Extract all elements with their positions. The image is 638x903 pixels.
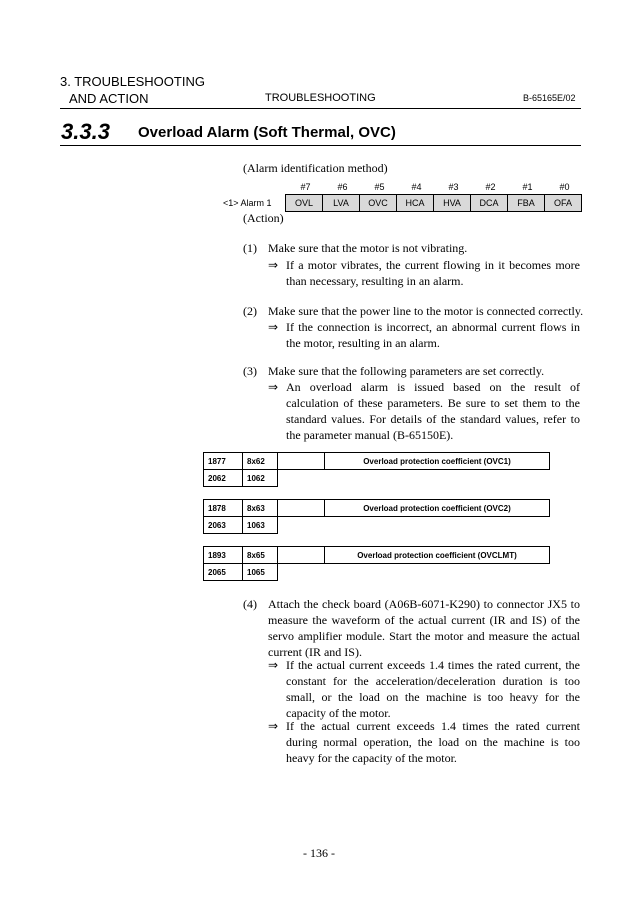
item-subtext: If the connection is incorrect, an abnormal current flows in the motor, resulting in an alarm. bbox=[286, 320, 580, 350]
arrow-icon: ⇒ bbox=[268, 380, 279, 394]
bit-header-row bbox=[287, 182, 583, 192]
param-number: 8x63 bbox=[243, 500, 278, 517]
param-number: 1893 bbox=[204, 547, 243, 564]
bit-header: #1 bbox=[522, 182, 533, 192]
param-description: Overload protection coefficient (OVC1) bbox=[325, 453, 550, 470]
param-number: 8x62 bbox=[243, 453, 278, 470]
param-table-ovclmt bbox=[203, 546, 550, 581]
bit-header: #4 bbox=[411, 182, 422, 192]
alarm-id-label: (Alarm identification method) bbox=[243, 161, 388, 175]
param-number: 8x65 bbox=[243, 547, 278, 564]
alarm-bit-cell: HVA bbox=[434, 195, 471, 212]
item-number: (1) bbox=[243, 241, 257, 255]
section-title: Overload Alarm (Soft Thermal, OVC) bbox=[138, 124, 396, 141]
arrow-icon: ⇒ bbox=[268, 258, 279, 272]
param-table-ovc1 bbox=[203, 452, 550, 487]
param-number: 2062 bbox=[204, 470, 243, 487]
page-number: - 136 - bbox=[303, 846, 335, 860]
param-number: 1062 bbox=[243, 470, 278, 487]
header-chapter-sub: AND ACTION bbox=[69, 91, 149, 106]
bit-header: #7 bbox=[300, 182, 311, 192]
alarm-bit-cell: FBA bbox=[508, 195, 545, 212]
header-section: TROUBLESHOOTING bbox=[265, 92, 376, 104]
item-number: (4) bbox=[243, 597, 257, 611]
item-subtext: If the actual current exceeds 1.4 times the rated current during normal operation, the load on the machine is too heavy for the capacity of the motor. bbox=[286, 719, 580, 765]
arrow-icon: ⇒ bbox=[268, 658, 279, 672]
header-rule bbox=[60, 108, 581, 109]
param-number: 1877 bbox=[204, 453, 243, 470]
section-rule bbox=[60, 145, 581, 146]
header-doc-number: B-65165E/02 bbox=[523, 93, 576, 103]
item-subtext: If a motor vibrates, the current flowing in it becomes more than necessary, resulting in an alarm. bbox=[286, 258, 580, 288]
alarm-row-label: <1> Alarm 1 bbox=[223, 198, 272, 208]
alarm-bit-cell: LVA bbox=[323, 195, 360, 212]
alarm-bit-cell: OFA bbox=[545, 195, 582, 212]
bit-header: #0 bbox=[559, 182, 570, 192]
arrow-icon: ⇒ bbox=[268, 719, 279, 733]
alarm-bit-cell: HCA bbox=[397, 195, 434, 212]
item-text: Make sure that the power line to the motor is connected correctly. bbox=[268, 304, 584, 318]
param-description: Overload protection coefficient (OVC2) bbox=[325, 500, 550, 517]
item-subtext: An overload alarm is issued based on the result of calculation of these parameters. Be sure to set them to the standard values. For details of the standard values, refer to the parameter manual (B-65150E). bbox=[286, 380, 580, 442]
param-table-ovc2 bbox=[203, 499, 550, 534]
param-number: 1063 bbox=[243, 517, 278, 534]
param-number: 2065 bbox=[204, 564, 243, 581]
bit-header: #6 bbox=[337, 182, 348, 192]
item-subtext: If the actual current exceeds 1.4 times the rated current, the constant for the acceleration/deceleration duration is too small, or the load on the machine is too heavy for the capacity of the motor. bbox=[286, 658, 580, 720]
item-text: Make sure that the motor is not vibrating. bbox=[268, 241, 468, 255]
param-description: Overload protection coefficient (OVCLMT) bbox=[325, 547, 550, 564]
item-text: Make sure that the following parameters are set correctly. bbox=[268, 364, 545, 378]
action-label: (Action) bbox=[243, 211, 284, 225]
item-number: (2) bbox=[243, 304, 257, 318]
item-text: Attach the check board (A06B-6071-K290) to connector JX5 to measure the waveform of the actual current (IR and IS) of the servo amplifier module. Start the motor and measure the actual current (IR and IS). bbox=[268, 597, 580, 659]
param-number: 2063 bbox=[204, 517, 243, 534]
bit-header: #5 bbox=[374, 182, 385, 192]
param-number: 1878 bbox=[204, 500, 243, 517]
bit-header: #2 bbox=[485, 182, 496, 192]
item-number: (3) bbox=[243, 364, 257, 378]
param-spacer bbox=[278, 547, 325, 564]
alarm-bit-cell: DCA bbox=[471, 195, 508, 212]
arrow-icon: ⇒ bbox=[268, 320, 279, 334]
param-spacer bbox=[278, 500, 325, 517]
alarm-bit-cell: OVL bbox=[286, 195, 323, 212]
section-number: 3.3.3 bbox=[61, 119, 110, 144]
bit-header: #3 bbox=[448, 182, 459, 192]
alarm-bit-cell: OVC bbox=[360, 195, 397, 212]
param-number: 1065 bbox=[243, 564, 278, 581]
header-chapter: 3. TROUBLESHOOTING bbox=[60, 74, 205, 89]
param-spacer bbox=[278, 453, 325, 470]
